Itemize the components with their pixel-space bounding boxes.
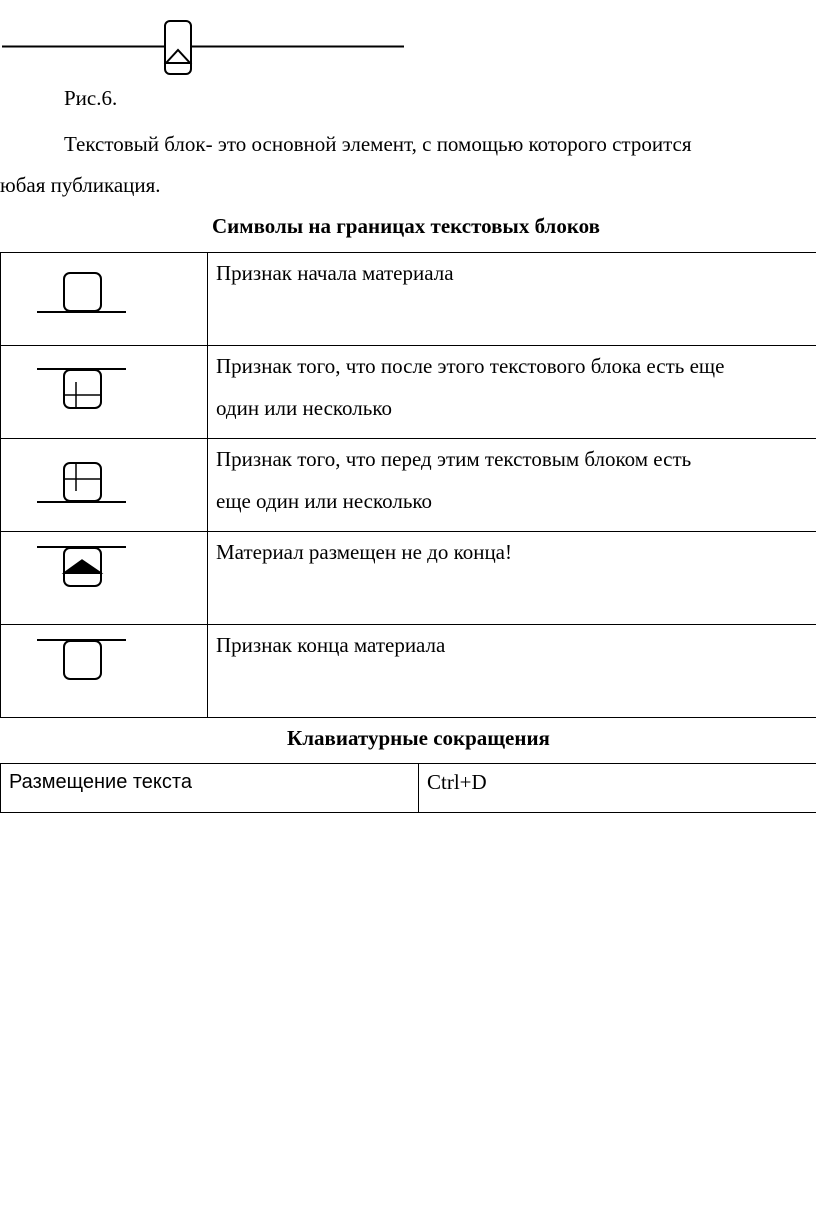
row-3-description-line-1: Признак того, что перед этим текстовым блоком есть (216, 447, 692, 471)
icon-cell (1, 625, 208, 718)
continues-before-icon (1, 439, 207, 523)
end-of-material-icon (1, 625, 207, 709)
figure-6-illustration (0, 0, 420, 80)
table-row (1, 439, 816, 532)
description-cell (208, 532, 816, 625)
table-row (1, 346, 816, 439)
table-row (1, 532, 816, 625)
icon-cell (1, 253, 208, 346)
continues-after-icon (1, 346, 207, 430)
icon-cell (1, 346, 208, 439)
description-cell (208, 439, 816, 532)
figure-caption: Рис.6. (64, 86, 118, 110)
table-row (1, 764, 816, 813)
table-row (1, 253, 816, 346)
paragraph-line-1: Текстовый блок- это основной элемент, с помощью которого строится (64, 132, 692, 156)
icon-cell (1, 439, 208, 532)
overflow-icon (1, 532, 207, 616)
shortcuts-heading: Клавиатурные сокращения (287, 726, 550, 750)
shortcut-action: Размещение текста (1, 764, 419, 813)
row-2-description-line-1: Признак того, что после этого текстового блока есть еще (216, 354, 725, 378)
shortcut-keys: Ctrl+D (419, 764, 816, 813)
row-3-description-line-2: еще один или несколько (216, 489, 433, 513)
symbols-heading: Символы на границах текстовых блоков (212, 214, 600, 238)
row-1-description: Признак начала материала (216, 261, 454, 285)
paragraph-line-2: юбая публикация. (0, 173, 161, 197)
row-5-description: Признак конца материала (216, 633, 446, 657)
icon-cell (1, 532, 208, 625)
shortcuts-table (0, 763, 816, 813)
symbols-table (0, 252, 816, 718)
start-of-material-icon (1, 253, 207, 337)
table-row (1, 625, 816, 718)
description-cell (208, 625, 816, 718)
description-cell (208, 346, 816, 439)
row-2-description-line-2: один или несколько (216, 396, 392, 420)
description-cell (208, 253, 816, 346)
row-4-description: Материал размещен не до конца! (216, 540, 512, 564)
